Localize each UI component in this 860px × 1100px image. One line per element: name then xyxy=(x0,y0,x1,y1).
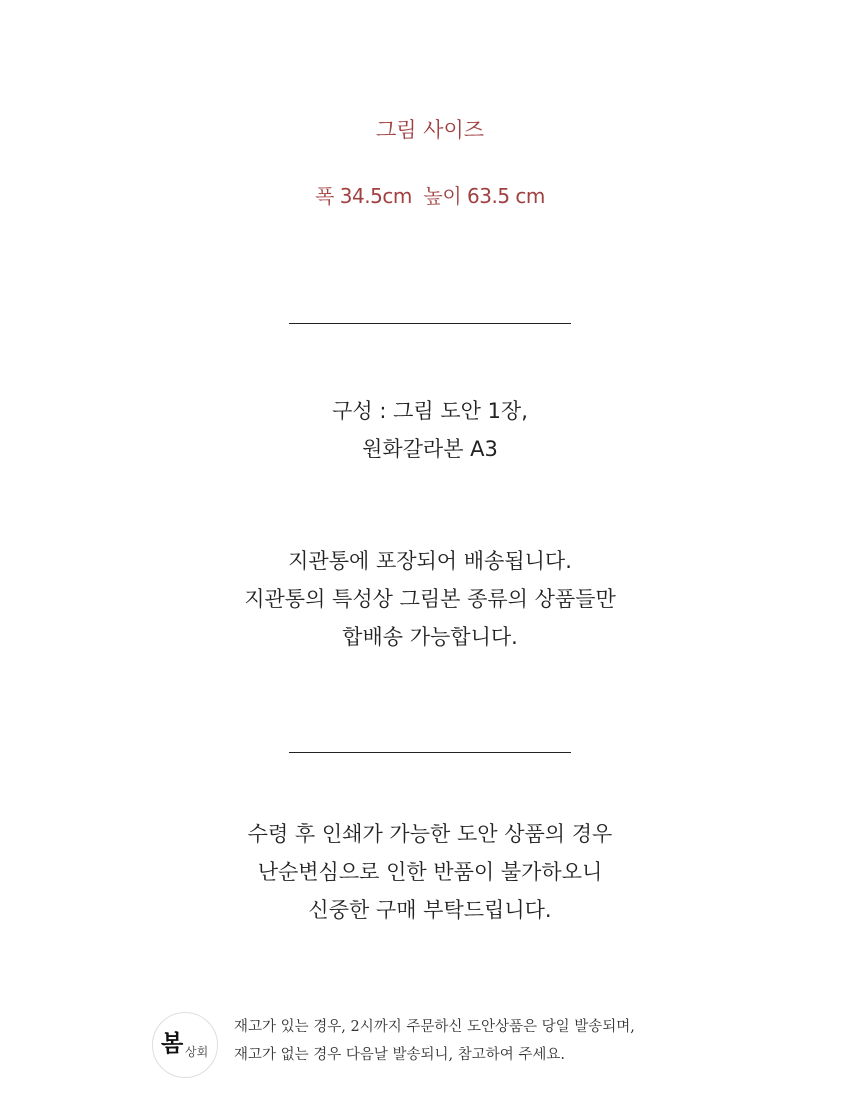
notice-line: 수령 후 인쇄가 가능한 도안 상품의 경우 xyxy=(247,822,613,846)
composition-line: 구성 : 그림 도안 1장, xyxy=(332,399,528,423)
logo-main-text: 봄 xyxy=(161,1031,184,1057)
shipping-notice-footer xyxy=(234,1013,635,1069)
notice-line: 난순변심으로 인한 반품이 불가하오니 xyxy=(257,860,603,884)
notice-text xyxy=(0,815,860,929)
store-logo xyxy=(152,1012,218,1078)
shipping-line: 지관통에 포장되어 배송됩니다. xyxy=(288,549,572,573)
footer-line: 재고가 있는 경우, 2시까지 주문하신 도안상품은 당일 발송되며, xyxy=(234,1019,635,1035)
divider xyxy=(289,752,571,753)
size-title: 그림 사이즈 xyxy=(375,118,485,142)
notice-line: 신중한 구매 부탁드립니다. xyxy=(308,898,552,922)
logo-sub-text: 상회 xyxy=(185,1045,209,1059)
shipping-line: 합배송 가능합니다. xyxy=(342,625,518,649)
size-dimensions: 폭 34.5cm 높이 63.5 cm xyxy=(315,184,545,208)
footer-line: 재고가 없는 경우 다음날 발송되니, 참고하여 주세요. xyxy=(234,1047,566,1063)
composition-text xyxy=(0,392,860,468)
composition-line: 원화갈라본 A3 xyxy=(362,437,498,461)
shipping-text xyxy=(0,542,860,656)
shipping-line: 지관통의 특성상 그림본 종류의 상품들만 xyxy=(244,587,616,611)
divider xyxy=(289,323,571,324)
